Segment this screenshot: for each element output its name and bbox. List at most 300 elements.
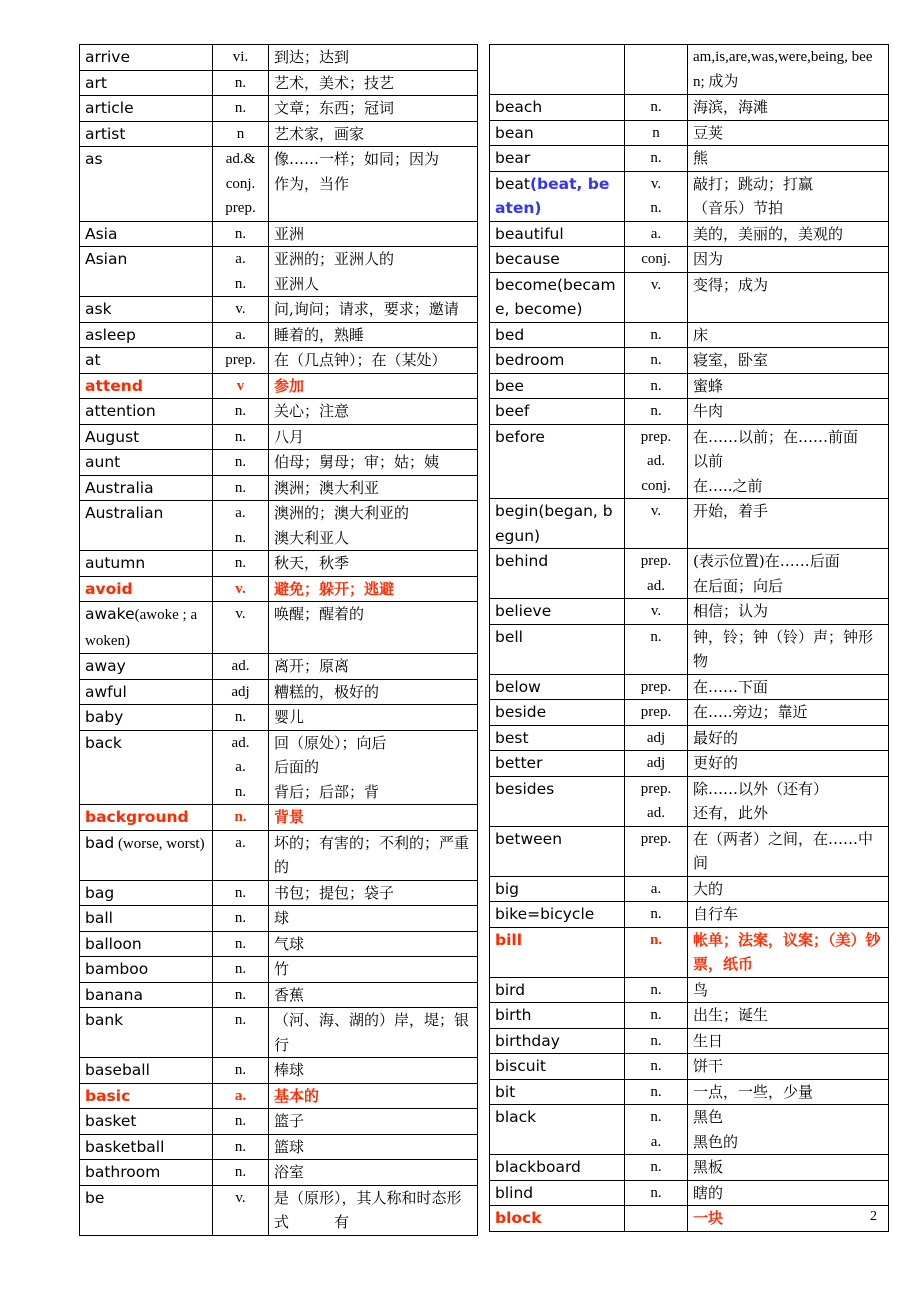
vocab-meaning: 亚洲 <box>269 221 478 247</box>
vocab-row <box>80 399 478 425</box>
vocab-word <box>80 1058 213 1084</box>
vocab-word-text: blind <box>495 1183 534 1202</box>
vocab-pos: v. <box>213 602 269 654</box>
vocab-meaning: 在（两者）之间，在……中间 <box>688 826 889 876</box>
vocab-meaning: 婴儿 <box>269 705 478 731</box>
vocab-pos: n. <box>625 902 688 928</box>
vocab-pos: n. <box>625 927 688 977</box>
vocab-word <box>80 1008 213 1058</box>
vocab-pos: adj <box>213 679 269 705</box>
vocab-pos: n. <box>625 1180 688 1206</box>
vocab-word <box>490 247 625 273</box>
vocab-word <box>80 576 213 602</box>
vocab-row <box>490 902 889 928</box>
vocab-row <box>80 221 478 247</box>
vocab-word-text: bean <box>495 123 534 142</box>
vocab-pos: n. <box>213 705 269 731</box>
vocab-pos: n. <box>213 957 269 983</box>
vocab-row <box>490 424 889 499</box>
vocab-meaning: 到达；达到 <box>269 45 478 71</box>
vocab-pos: n. <box>213 1160 269 1186</box>
vocab-meaning: 亚洲的；亚洲人的 亚洲人 <box>269 247 478 297</box>
vocab-meaning: 唤醒；醒着的 <box>269 602 478 654</box>
vocab-word-text: bamboo <box>85 960 149 978</box>
vocab-row <box>80 602 478 654</box>
vocab-word <box>490 171 625 221</box>
vocab-word <box>490 146 625 172</box>
vocab-row <box>490 876 889 902</box>
vocab-row <box>490 1105 889 1155</box>
vocab-pos: a. <box>213 830 269 880</box>
vocab-meaning: 背景 <box>269 805 478 831</box>
vocab-meaning: 敲打；跳动；打赢 （音乐）节拍 <box>688 171 889 221</box>
vocab-pos: n. <box>625 977 688 1003</box>
vocab-pos <box>625 1206 688 1232</box>
vocab-word-text: beach <box>495 98 543 116</box>
vocab-word-text: back <box>85 733 122 752</box>
vocab-word-text: bedroom <box>495 351 565 369</box>
vocab-word-text: bed <box>495 325 525 344</box>
vocab-meaning: 海滨，海滩 <box>688 95 889 121</box>
vocab-word <box>490 876 625 902</box>
vocab-pos: adj <box>625 751 688 777</box>
vocab-row <box>80 805 478 831</box>
vocab-pos: n. <box>213 880 269 906</box>
vocab-pos: v. <box>625 272 688 322</box>
vocab-word-text: between <box>495 829 563 848</box>
vocab-pos: ad. <box>213 654 269 680</box>
vocab-meaning: 回（原处）；向后 后面的 背后；后部；背 <box>269 730 478 805</box>
vocab-pos: adj <box>625 725 688 751</box>
vocab-word-text: basket <box>85 1112 137 1130</box>
vocab-meaning: 蜜蜂 <box>688 373 889 399</box>
vocab-meaning: 更好的 <box>688 751 889 777</box>
vocab-row <box>490 247 889 273</box>
vocab-word-forms: (beat, beaten) <box>495 174 610 217</box>
vocab-pos: a. n. <box>213 247 269 297</box>
vocab-row <box>80 297 478 323</box>
vocab-row <box>490 322 889 348</box>
vocab-row <box>80 247 478 297</box>
vocab-pos: n. a. <box>625 1105 688 1155</box>
vocab-word <box>490 624 625 674</box>
vocab-meaning: 是（原形），其人称和时态形 式 有 <box>269 1185 478 1235</box>
vocab-row <box>80 96 478 122</box>
vocab-word <box>80 348 213 374</box>
vocab-word-text: beside <box>495 703 547 721</box>
vocab-pos: n. <box>625 348 688 374</box>
vocab-meaning: 澳洲；澳大利亚 <box>269 475 478 501</box>
vocab-word-text: better <box>495 754 543 772</box>
vocab-word-text: bell <box>495 627 523 646</box>
vocab-pos: n. <box>625 95 688 121</box>
vocab-meaning: 一点，一些，少量 <box>688 1079 889 1105</box>
vocab-row <box>80 1160 478 1186</box>
vocab-word-text: Asia <box>85 224 118 243</box>
vocab-row <box>80 1083 478 1109</box>
vocab-row <box>80 1058 478 1084</box>
vocab-word <box>80 602 213 654</box>
vocab-pos: n. <box>213 424 269 450</box>
vocab-word-text: asleep <box>85 325 136 344</box>
vocab-word <box>80 830 213 880</box>
vocab-word-text: best <box>495 728 529 747</box>
vocab-pos: n. <box>625 1155 688 1181</box>
vocab-word-text: August <box>85 427 140 446</box>
vocab-word-text: blackboard <box>495 1158 581 1176</box>
vocab-word-text: Asian <box>85 250 128 268</box>
vocab-meaning: 伯母；舅母；审；姑；姨 <box>269 450 478 476</box>
vocab-word <box>80 705 213 731</box>
vocab-meaning: 黑色 黑色的 <box>688 1105 889 1155</box>
vocab-word-text: below <box>495 677 541 696</box>
vocab-row <box>490 45 889 95</box>
vocab-row <box>80 906 478 932</box>
vocab-row <box>80 957 478 983</box>
vocab-word-text: because <box>495 250 560 268</box>
vocab-word <box>490 725 625 751</box>
vocab-word-text: bit <box>495 1082 516 1101</box>
vocab-pos: prep. <box>213 348 269 374</box>
vocab-word-text: besides <box>495 779 555 798</box>
vocab-meaning: 牛肉 <box>688 399 889 425</box>
vocab-row <box>490 599 889 625</box>
vocab-meaning: 除……以外（还有） 还有，此外 <box>688 776 889 826</box>
vocab-meaning: 瞎的 <box>688 1180 889 1206</box>
vocab-row <box>80 982 478 1008</box>
vocab-row <box>80 705 478 731</box>
vocab-word <box>80 70 213 96</box>
vocab-word-text: bill <box>495 930 523 949</box>
vocab-row <box>80 147 478 222</box>
vocab-word <box>490 1003 625 1029</box>
vocab-pos: prep. ad. <box>625 776 688 826</box>
vocab-meaning: 因为 <box>688 247 889 273</box>
vocab-word <box>490 927 625 977</box>
vocab-word <box>80 1160 213 1186</box>
vocab-word-text: bank <box>85 1011 124 1029</box>
vocab-meaning: 钟，铃；钟（铃）声；钟形物 <box>688 624 889 674</box>
right-vocab-table <box>489 44 889 1232</box>
vocab-row <box>80 424 478 450</box>
vocab-word-text: awful <box>85 682 127 701</box>
vocab-meaning: 棒球 <box>269 1058 478 1084</box>
vocab-row <box>80 931 478 957</box>
vocab-word <box>490 1028 625 1054</box>
vocab-pos: n. <box>213 1109 269 1135</box>
vocab-meaning: 自行车 <box>688 902 889 928</box>
vocab-pos: n. <box>213 475 269 501</box>
vocab-row <box>80 830 478 880</box>
vocab-word <box>80 880 213 906</box>
vocab-word-text: autumn <box>85 554 146 572</box>
vocab-word <box>80 805 213 831</box>
vocab-word-text: block <box>495 1209 542 1227</box>
vocab-pos: n. <box>625 1003 688 1029</box>
vocab-row <box>490 776 889 826</box>
vocab-row <box>80 1109 478 1135</box>
vocab-row <box>490 751 889 777</box>
vocab-word-text: baby <box>85 708 124 726</box>
vocab-meaning: 香蕉 <box>269 982 478 1008</box>
vocab-row <box>80 880 478 906</box>
vocab-word <box>80 551 213 577</box>
vocab-word-text: become(became, become) <box>495 275 616 318</box>
vocab-meaning: 饼干 <box>688 1054 889 1080</box>
vocab-pos: ad. a. n. <box>213 730 269 805</box>
vocab-row <box>490 549 889 599</box>
vocab-pos: prep. ad. <box>625 549 688 599</box>
vocab-pos: vi. <box>213 45 269 71</box>
vocab-pos: n. <box>213 1058 269 1084</box>
vocab-word <box>80 730 213 805</box>
vocab-meaning: 艺术，美术；技艺 <box>269 70 478 96</box>
vocab-word <box>490 120 625 146</box>
vocab-meaning: 大的 <box>688 876 889 902</box>
vocab-pos: n. <box>625 373 688 399</box>
vocab-word-text: basketball <box>85 1137 165 1156</box>
vocab-meaning: 参加 <box>269 373 478 399</box>
vocab-word <box>80 450 213 476</box>
vocab-word <box>80 1109 213 1135</box>
vocab-row <box>490 725 889 751</box>
vocab-word <box>80 957 213 983</box>
vocab-word-text: be <box>85 1188 105 1207</box>
vocab-word-text: ask <box>85 300 112 318</box>
vocab-meaning: 鸟 <box>688 977 889 1003</box>
vocab-pos: ad.& conj. prep. <box>213 147 269 222</box>
vocab-row <box>490 1003 889 1029</box>
vocab-meaning: am,is,are,was,were,being, been; 成为 <box>688 45 889 95</box>
vocab-row <box>80 576 478 602</box>
vocab-meaning: 气球 <box>269 931 478 957</box>
vocab-word <box>80 45 213 71</box>
vocab-word <box>490 348 625 374</box>
vocab-meaning: 变得；成为 <box>688 272 889 322</box>
vocab-meaning: 豆荚 <box>688 120 889 146</box>
vocab-pos: v. <box>213 576 269 602</box>
vocab-word-text: awake <box>85 605 135 623</box>
vocab-pos: a. <box>625 876 688 902</box>
vocab-row <box>490 272 889 322</box>
vocab-word-text: begin(began, begun) <box>495 502 613 545</box>
vocab-word-text: background <box>85 808 189 826</box>
vocab-pos: a. <box>625 221 688 247</box>
vocab-word-text: aunt <box>85 453 121 471</box>
vocab-word-text: away <box>85 657 126 675</box>
vocab-meaning: 浴室 <box>269 1160 478 1186</box>
vocab-word-text: black <box>495 1108 537 1126</box>
vocab-pos: prep. <box>625 826 688 876</box>
vocab-word <box>490 499 625 549</box>
vocab-row <box>80 70 478 96</box>
vocab-pos: n. <box>213 982 269 1008</box>
vocab-pos: a. <box>213 1083 269 1109</box>
vocab-meaning: 生日 <box>688 1028 889 1054</box>
vocab-word-text: at <box>85 351 101 369</box>
vocab-meaning: 糟糕的，极好的 <box>269 679 478 705</box>
vocab-meaning: 床 <box>688 322 889 348</box>
vocab-pos: prep. ad. conj. <box>625 424 688 499</box>
vocab-word-text: banana <box>85 985 143 1004</box>
vocab-meaning: 八月 <box>269 424 478 450</box>
vocab-pos: n. <box>625 1054 688 1080</box>
vocab-word-text: behind <box>495 552 549 570</box>
vocab-row <box>490 399 889 425</box>
vocab-pos: n. <box>625 399 688 425</box>
vocab-word-text: before <box>495 427 545 446</box>
vocab-row <box>490 120 889 146</box>
vocab-word-text: bird <box>495 980 526 999</box>
vocab-meaning: 文章；东西；冠词 <box>269 96 478 122</box>
vocab-word <box>80 931 213 957</box>
vocab-row <box>490 977 889 1003</box>
vocab-pos: v. <box>625 499 688 549</box>
vocab-meaning: 篮子 <box>269 1109 478 1135</box>
vocab-word-text: bike=bicycle <box>495 905 595 923</box>
vocab-row <box>490 1079 889 1105</box>
vocab-word-text: beef <box>495 402 530 420</box>
vocab-meaning: 关心；注意 <box>269 399 478 425</box>
vocab-word-text: basic <box>85 1086 131 1105</box>
vocab-meaning: 熊 <box>688 146 889 172</box>
vocab-row <box>490 221 889 247</box>
vocab-pos: n <box>213 121 269 147</box>
vocab-word <box>80 121 213 147</box>
vocab-word-text: birthday <box>495 1031 560 1050</box>
vocab-pos: n. <box>213 450 269 476</box>
vocab-row <box>80 1185 478 1235</box>
vocab-word <box>490 1206 625 1232</box>
vocab-pos: n. <box>213 399 269 425</box>
vocab-word-text: bad <box>85 833 115 852</box>
vocab-meaning: 艺术家，画家 <box>269 121 478 147</box>
vocab-row <box>490 1054 889 1080</box>
vocab-word-text: beat <box>495 174 530 193</box>
vocab-meaning: 澳洲的；澳大利亚的 澳大利亚人 <box>269 501 478 551</box>
vocab-word-text: baseball <box>85 1061 150 1079</box>
vocab-word-text: as <box>85 150 103 168</box>
vocab-pos: n. <box>625 1028 688 1054</box>
vocab-meaning: 避免；躲开；逃避 <box>269 576 478 602</box>
vocab-row <box>490 95 889 121</box>
vocab-pos: n. <box>213 906 269 932</box>
vocab-pos: n. <box>213 1134 269 1160</box>
vocab-row <box>80 322 478 348</box>
page-number: 2 <box>870 1209 877 1224</box>
vocab-word <box>80 1185 213 1235</box>
vocab-pos: v. <box>213 297 269 323</box>
vocab-pos: n. <box>213 931 269 957</box>
vocab-word <box>80 247 213 297</box>
vocab-word <box>80 221 213 247</box>
vocab-row <box>80 121 478 147</box>
vocab-pos: conj. <box>625 247 688 273</box>
vocab-word-text: attention <box>85 402 156 420</box>
vocab-meaning: 在（几点钟）；在（某处） <box>269 348 478 374</box>
vocab-word-text: arrive <box>85 48 130 66</box>
vocab-pos: n. <box>213 551 269 577</box>
vocab-pos: n. <box>625 146 688 172</box>
vocab-meaning: 秋天，秋季 <box>269 551 478 577</box>
vocab-word-text: birth <box>495 1006 532 1024</box>
vocab-word <box>80 96 213 122</box>
vocab-word-text: artist <box>85 124 126 143</box>
vocab-word <box>490 776 625 826</box>
vocab-word <box>490 1054 625 1080</box>
vocab-word <box>80 906 213 932</box>
vocab-meaning: 在……下面 <box>688 674 889 700</box>
vocab-word-text: avoid <box>85 579 133 598</box>
vocab-word <box>490 322 625 348</box>
vocab-pos: n <box>625 120 688 146</box>
vocab-word <box>490 45 625 95</box>
vocab-word-text: bear <box>495 149 531 167</box>
vocab-word-text: bag <box>85 883 115 902</box>
vocab-pos: v. n. <box>625 171 688 221</box>
vocab-row <box>490 1206 889 1232</box>
vocab-word <box>80 399 213 425</box>
vocab-row <box>80 679 478 705</box>
vocab-meaning: 寝室，卧室 <box>688 348 889 374</box>
vocab-meaning: 开始，着手 <box>688 499 889 549</box>
vocab-meaning: 书包；提包；袋子 <box>269 880 478 906</box>
vocab-meaning: 竹 <box>269 957 478 983</box>
vocab-word-text: art <box>85 73 107 92</box>
vocab-row <box>80 1008 478 1058</box>
vocab-pos: n. <box>625 1079 688 1105</box>
vocab-word <box>80 475 213 501</box>
vocab-word <box>490 902 625 928</box>
vocab-row <box>80 730 478 805</box>
vocab-row <box>490 373 889 399</box>
vocab-pos: v. <box>213 1185 269 1235</box>
vocab-word <box>490 549 625 599</box>
vocab-meaning: 基本的 <box>269 1083 478 1109</box>
vocab-meaning: 出生；诞生 <box>688 1003 889 1029</box>
vocab-word <box>80 147 213 222</box>
vocab-meaning: 美的，美丽的，美观的 <box>688 221 889 247</box>
vocab-pos: prep. <box>625 674 688 700</box>
vocab-word <box>490 826 625 876</box>
vocab-word <box>490 424 625 499</box>
vocab-row <box>80 45 478 71</box>
vocab-word <box>490 700 625 726</box>
vocab-word <box>490 1079 625 1105</box>
vocab-row <box>80 1134 478 1160</box>
vocab-pos: n. <box>625 322 688 348</box>
vocab-pos: n. <box>213 1008 269 1058</box>
vocab-meaning: 最好的 <box>688 725 889 751</box>
vocab-word-text: article <box>85 99 134 117</box>
vocab-word-text: beautiful <box>495 224 564 243</box>
vocab-word-text: believe <box>495 602 552 620</box>
vocab-pos: v <box>213 373 269 399</box>
vocab-word <box>490 95 625 121</box>
vocab-word <box>490 1155 625 1181</box>
vocab-meaning: 一块 <box>688 1206 889 1232</box>
vocab-word <box>80 982 213 1008</box>
vocab-word-forms: (worse, worst) <box>114 835 205 852</box>
vocab-row <box>80 348 478 374</box>
vocab-meaning: 帐单；法案，议案；（美）钞票，纸币 <box>688 927 889 977</box>
vocab-row <box>490 700 889 726</box>
vocab-word <box>80 654 213 680</box>
vocab-meaning: 在…..旁边；靠近 <box>688 700 889 726</box>
vocab-word-text: attend <box>85 376 143 395</box>
vocab-meaning: 离开；原离 <box>269 654 478 680</box>
vocab-word-text: biscuit <box>495 1057 546 1075</box>
